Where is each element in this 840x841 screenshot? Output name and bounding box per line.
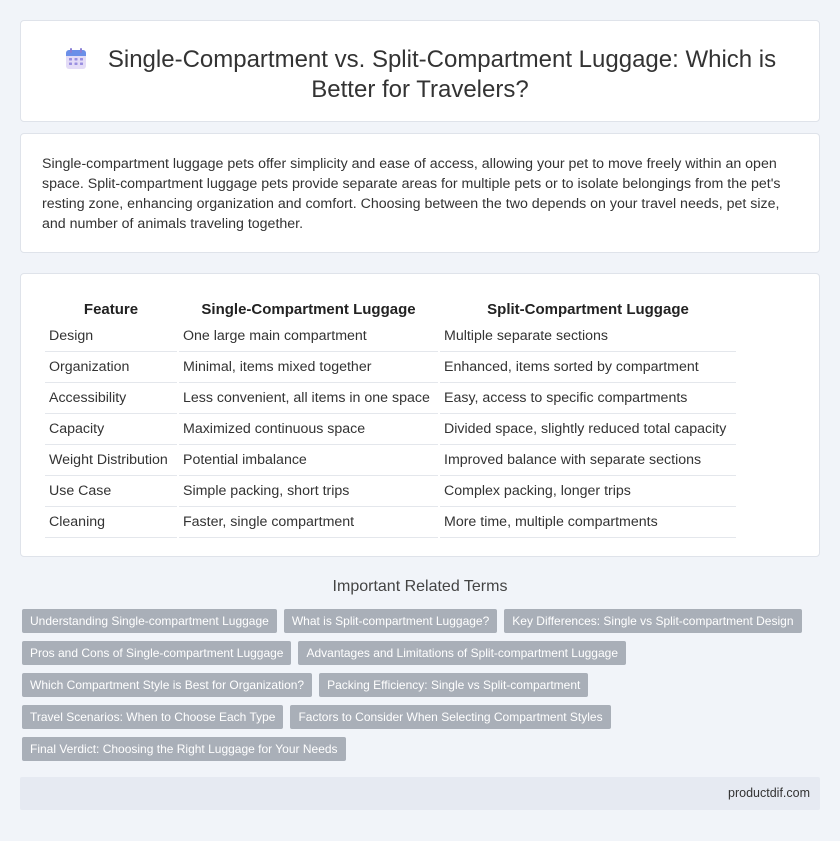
table-cell: Enhanced, items sorted by compartment: [440, 352, 736, 383]
related-tags: [22, 609, 812, 761]
table-row: [45, 321, 736, 352]
table-header-row: [45, 297, 736, 321]
related-tag-link[interactable]: Factors to Consider When Selecting Compartment Styles: [290, 705, 610, 729]
table-cell: Simple packing, short trips: [179, 476, 438, 507]
table-cell: Maximized continuous space: [179, 414, 438, 445]
calendar-icon: [64, 47, 88, 71]
table-cell: Cleaning: [45, 507, 177, 538]
header-card: [20, 20, 820, 122]
table-cell: Weight Distribution: [45, 445, 177, 476]
related-tag-link[interactable]: Pros and Cons of Single-compartment Luggage: [22, 641, 291, 665]
header-feature: Feature: [83, 300, 139, 318]
table-row: [45, 352, 736, 383]
table-cell: More time, multiple compartments: [440, 507, 736, 538]
related-tag-link[interactable]: Understanding Single-compartment Luggage: [22, 609, 277, 633]
table-cell: Design: [45, 321, 177, 352]
table-cell: Divided space, slightly reduced total capacity: [440, 414, 736, 445]
related-tag-link[interactable]: Travel Scenarios: When to Choose Each Type: [22, 705, 283, 729]
table-cell: Improved balance with separate sections: [440, 445, 736, 476]
table-cell: Less convenient, all items in one space: [179, 383, 438, 414]
related-tag-link[interactable]: Final Verdict: Choosing the Right Luggage for Your Needs: [22, 737, 346, 761]
footer-site-link[interactable]: productdif.com: [728, 786, 810, 800]
table-cell: Capacity: [45, 414, 177, 445]
table-cell: Use Case: [45, 476, 177, 507]
page-title-wrap: [21, 45, 819, 105]
header-split: Split-Compartment Luggage: [487, 300, 689, 318]
table-cell: Multiple separate sections: [440, 321, 736, 352]
table-row: [45, 507, 736, 538]
table-row: [45, 476, 736, 507]
table-cell: Potential imbalance: [179, 445, 438, 476]
table-row: [45, 383, 736, 414]
related-tag-link[interactable]: Key Differences: Single vs Split-compartment Design: [504, 609, 801, 633]
related-tag-link[interactable]: Advantages and Limitations of Split-compartment Luggage: [298, 641, 626, 665]
footer: [20, 777, 820, 810]
table-cell: Faster, single compartment: [179, 507, 438, 538]
related-terms-heading: Important Related Terms: [332, 578, 508, 595]
related-tag-link[interactable]: Which Compartment Style is Best for Organization?: [22, 673, 312, 697]
related-tag-link[interactable]: Packing Efficiency: Single vs Split-compartment: [319, 673, 588, 697]
table-row: [45, 414, 736, 445]
intro-card: [20, 133, 820, 253]
page-title: Single-Compartment vs. Split-Compartment Luggage: Which is Better for Travelers?: [107, 46, 777, 103]
comparison-table-card: [20, 273, 820, 557]
table-cell: Easy, access to specific compartments: [440, 383, 736, 414]
table-row: [45, 445, 736, 476]
table-cell: Accessibility: [45, 383, 177, 414]
table-cell: One large main compartment: [179, 321, 438, 352]
table-cell: Complex packing, longer trips: [440, 476, 736, 507]
intro-paragraph: Single-compartment luggage pets offer simplicity and ease of access, allowing your pet to move freely within an open space. Split-compartment luggage pets provide separate areas for multiple pets or to isolate belongings from the pet's resting zone, enhancing organization and comfort. Choosing between the two depends on your travel needs, pet size, and number of animals traveling together.: [42, 156, 781, 232]
comparison-table: [43, 297, 738, 538]
header-single: Single-Compartment Luggage: [201, 300, 416, 318]
table-cell: Minimal, items mixed together: [179, 352, 438, 383]
table-cell: Organization: [45, 352, 177, 383]
related-tag-link[interactable]: What is Split-compartment Luggage?: [284, 609, 497, 633]
